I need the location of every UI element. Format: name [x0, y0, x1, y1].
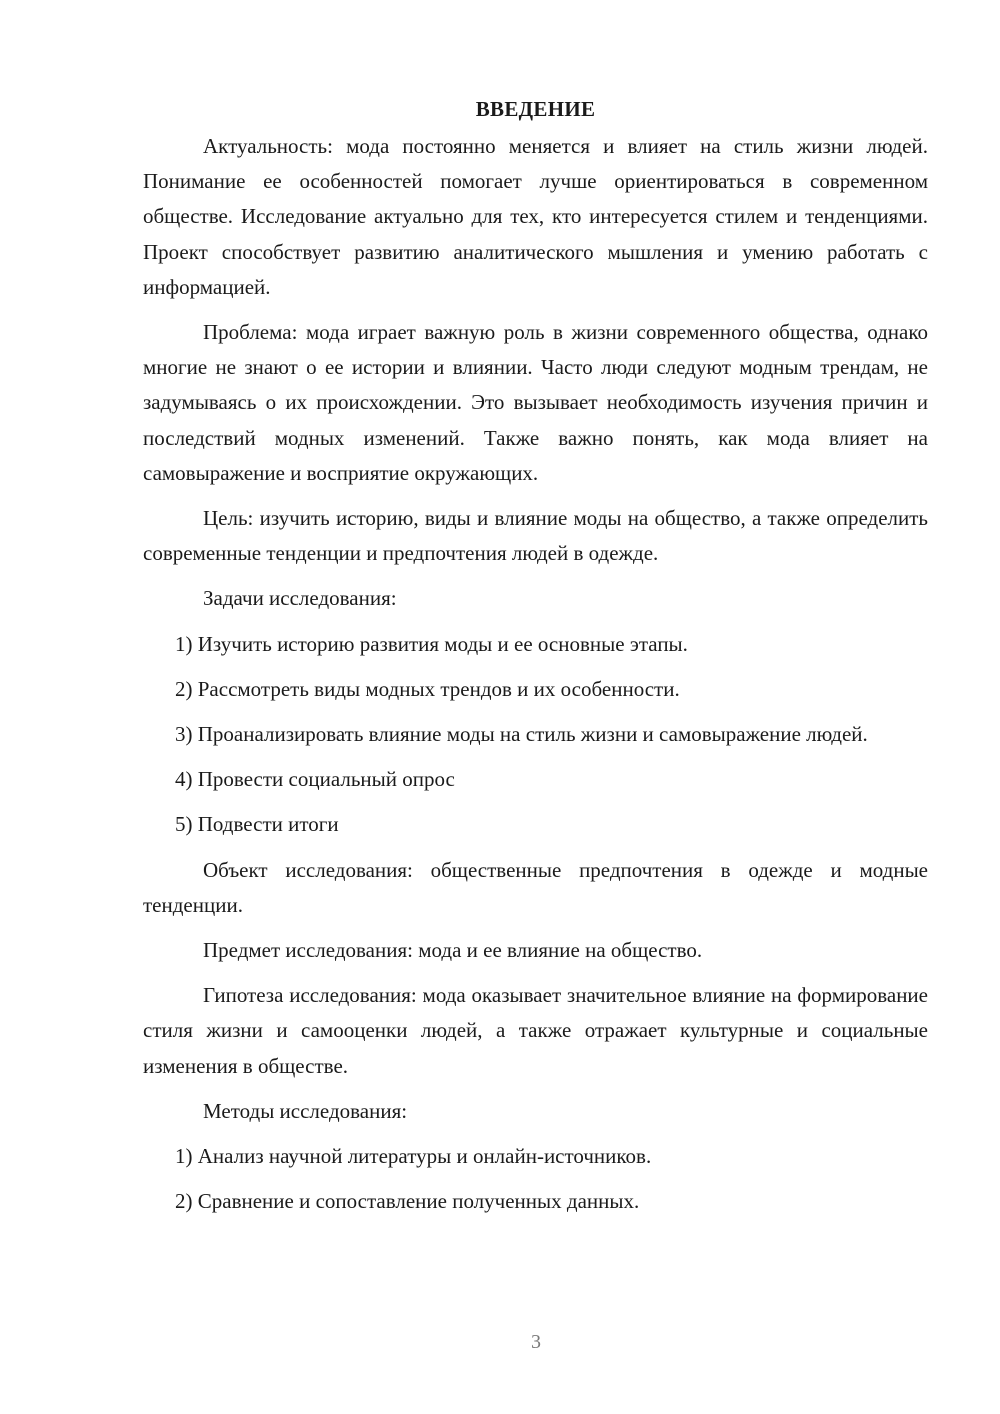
paragraph-hypothesis: Гипотеза исследования: мода оказывает значительное влияние на формирование стиля жизни и самооценки людей, а также отражает культурные и социальные изменения в обществе. — [143, 983, 928, 1078]
paragraph-relevance: Актуальность: мода постоянно меняется и влияет на стиль жизни людей. Понимание ее особенностей помогает лучше ориентироваться в современном обществе. Исследование актуально для тех, кто интересуется стилем и тенденциями. Проект способствует развитию аналитического мышления и умению работать с информацией. — [143, 134, 928, 299]
tasks-heading: Задачи исследования: — [203, 586, 397, 611]
task-item-4: 4) Провести социальный опрос — [175, 767, 455, 792]
method-item-2: 2) Сравнение и сопоставление полученных данных. — [175, 1189, 640, 1214]
task-item-2: 2) Рассмотреть виды модных трендов и их особенности. — [175, 676, 680, 701]
method-item-1: 1) Анализ научной литературы и онлайн-источников. — [175, 1144, 652, 1169]
task-item-1: 1) Изучить историю развития моды и ее основные этапы. — [175, 631, 688, 656]
document-body — [143, 92, 928, 1229]
paragraph-problem: Проблема: мода играет важную роль в жизни современного общества, однако многие не знают о ее истории и влиянии. Часто люди следуют модным трендам, не задумываясь о их происхождении. Это вызывает необходимость изучения причин и последствий модных изменений. Также важно понять, как мода влияет на самовыражение и восприятие окружающих. — [143, 320, 928, 485]
task-item-5: 5) Подвести итоги — [175, 812, 339, 837]
paragraph-goal: Цель: изучить историю, виды и влияние моды на общество, а также определить современные тенденции и предпочтения людей в одежде. — [143, 506, 928, 566]
paragraph-object: Объект исследования: общественные предпочтения в одежде и модные тенденции. — [143, 857, 928, 917]
page-title: ВВЕДЕНИЕ — [475, 97, 596, 121]
page-number: 3 — [531, 1331, 541, 1353]
methods-heading: Методы исследования: — [203, 1098, 408, 1123]
paragraph-subject: Предмет исследования: мода и ее влияние на общество. — [203, 938, 703, 963]
task-item-3: 3) Проанализировать влияние моды на стиль жизни и самовыражение людей. — [175, 722, 868, 747]
